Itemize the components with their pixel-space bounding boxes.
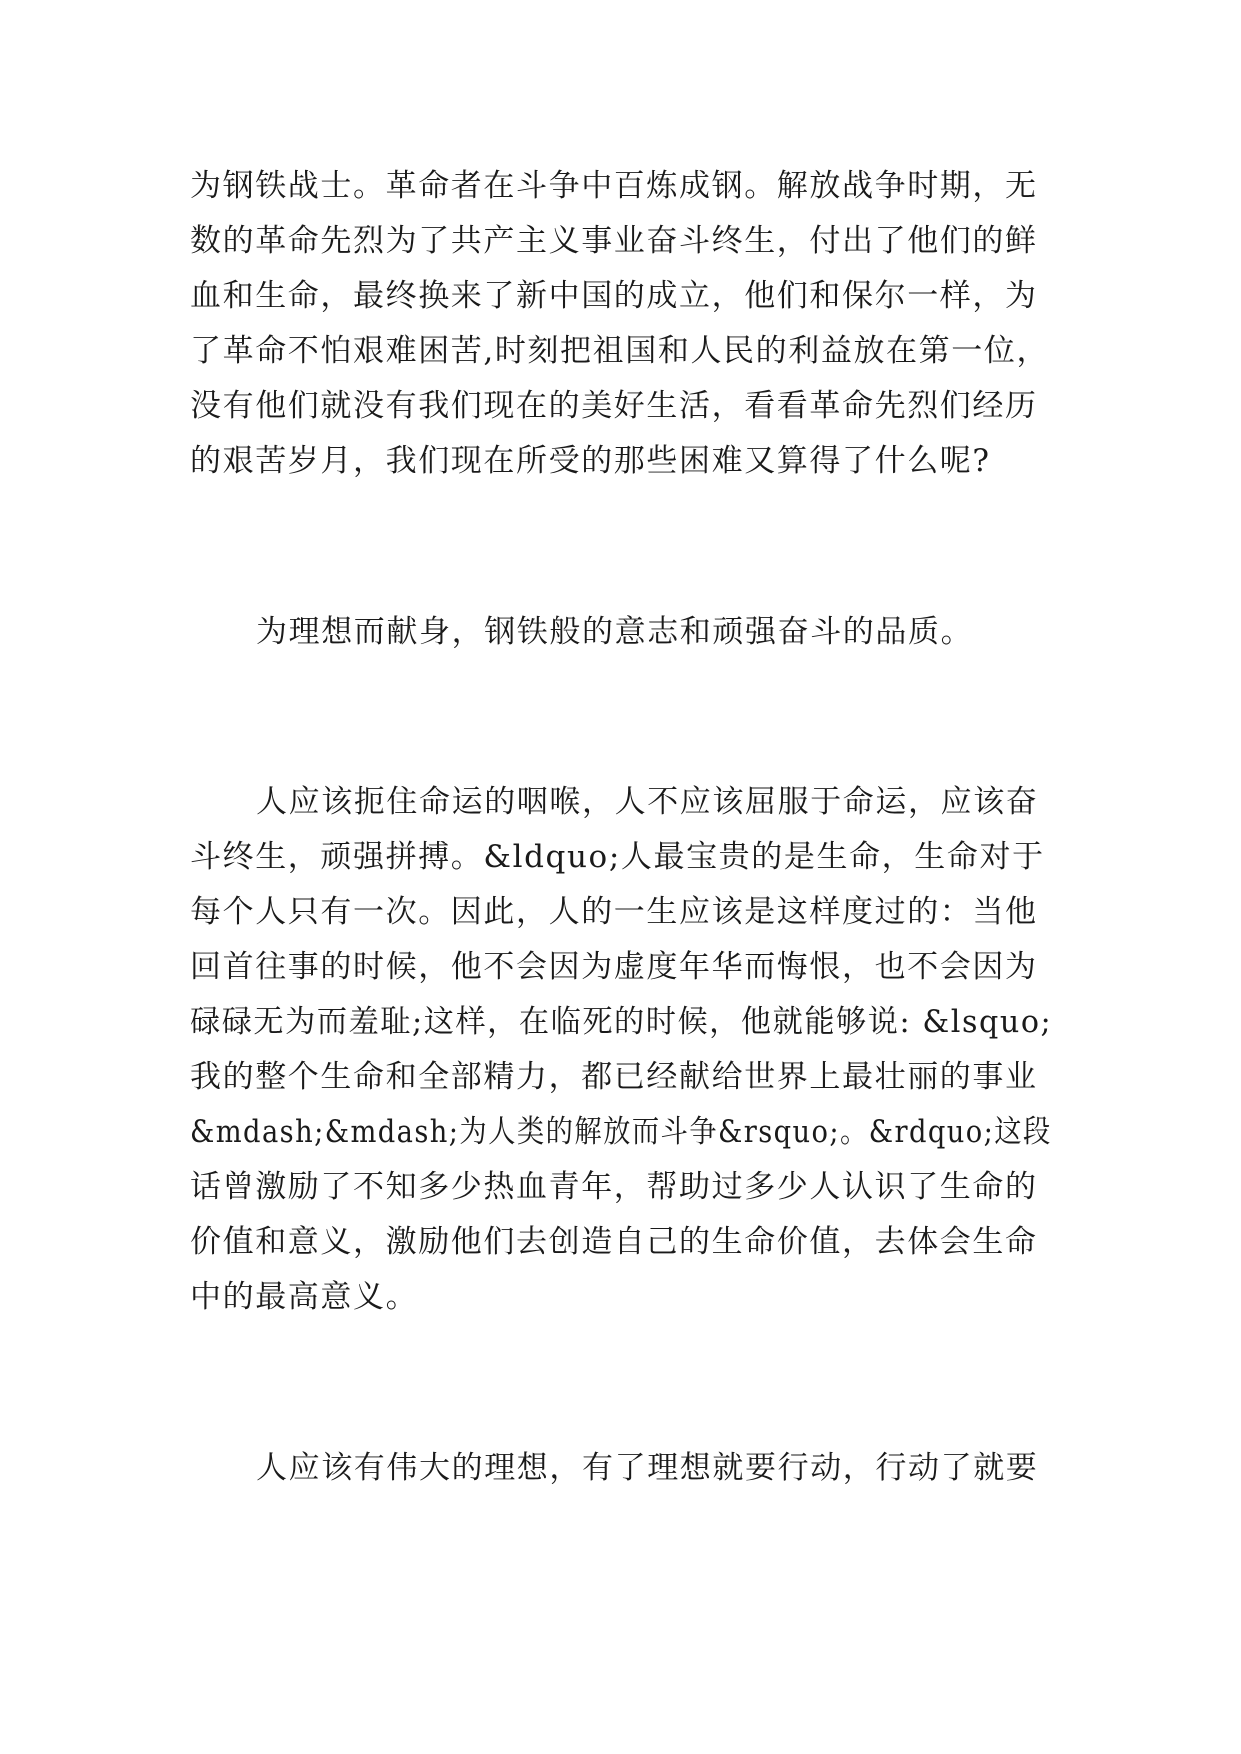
paragraph-1-line-4: 了革命不怕艰难困苦,时刻把祖国和人民的利益放在第一位，	[190, 333, 1050, 369]
paragraph-3-line-3: 每个人只有一次。因此，人的一生应该是这样度过的：当他	[190, 894, 1038, 930]
paragraph-3-line-8: 话曾激励了不知多少热血青年，帮助过多少人认识了生命的	[190, 1169, 1038, 1205]
paragraph-1-line-2: 数的革命先烈为了共产主义事业奋斗终生，付出了他们的鲜	[190, 223, 1038, 259]
paragraph-3-line-7: &mdash;&mdash;为人类的解放而斗争&rsquo;。&rdquo;这段	[190, 1114, 1052, 1150]
paragraph-4-line-1: 人应该有伟大的理想，有了理想就要行动，行动了就要	[256, 1450, 1039, 1486]
paragraph-1-line-5: 没有他们就没有我们现在的美好生活，看看革命先烈们经历	[190, 388, 1038, 424]
paragraph-1-line-3: 血和生命，最终换来了新中国的成立，他们和保尔一样，为	[190, 278, 1038, 314]
paragraph-3-line-1: 人应该扼住命运的咽喉，人不应该屈服于命运，应该奋	[256, 784, 1039, 820]
paragraph-3-line-4: 回首往事的时候，他不会因为虚度年华而悔恨，也不会因为	[190, 949, 1038, 985]
paragraph-3-line-6: 我的整个生命和全部精力，都已经献给世界上最壮丽的事业	[190, 1059, 1038, 1095]
paragraph-2-line-1: 为理想而献身，钢铁般的意志和顽强奋斗的品质。	[256, 614, 974, 650]
paragraph-1-line-1: 为钢铁战士。革命者在斗争中百炼成钢。解放战争时期，无	[190, 168, 1038, 204]
paragraph-3-line-5: 碌碌无为而羞耻;这样，在临死的时候，他就能够说: &lsquo;	[190, 1004, 1053, 1040]
paragraph-3-line-10: 中的最高意义。	[190, 1279, 419, 1315]
paragraph-3-line-2: 斗终生，顽强拼搏。&ldquo;人最宝贵的是生命，生命对于	[190, 839, 1045, 875]
paragraph-1-line-6: 的艰苦岁月，我们现在所受的那些困难又算得了什么呢?	[190, 443, 991, 479]
paragraph-3-line-9: 价值和意义，激励他们去创造自己的生命价值，去体会生命	[190, 1224, 1038, 1260]
